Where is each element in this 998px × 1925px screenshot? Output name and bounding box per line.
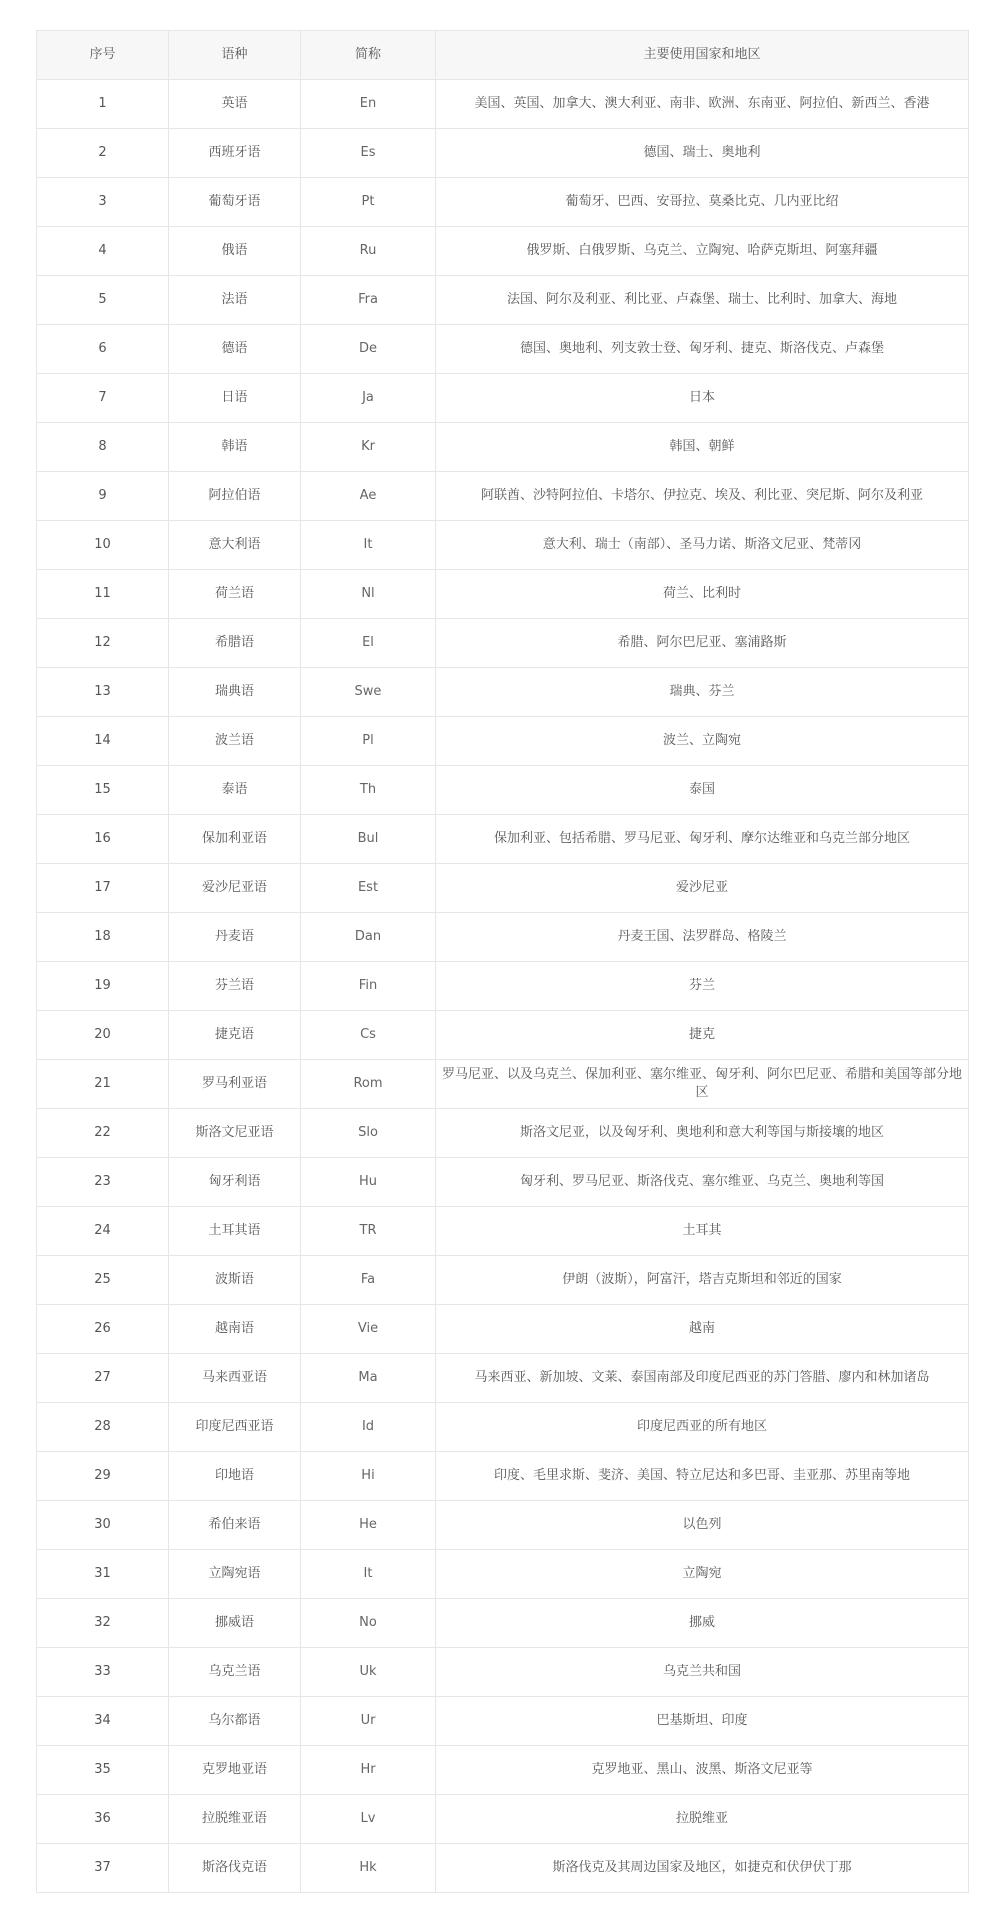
cell-index: 10 (37, 521, 169, 570)
table-row (37, 913, 969, 962)
cell-regions: 韩国、朝鲜 (436, 423, 969, 472)
table-row (37, 521, 969, 570)
cell-index: 24 (37, 1207, 169, 1256)
table-row (37, 129, 969, 178)
cell-regions: 丹麦王国、法罗群岛、格陵兰 (436, 913, 969, 962)
cell-regions: 挪威 (436, 1599, 969, 1648)
table-row (37, 1452, 969, 1501)
table-row (37, 1207, 969, 1256)
cell-regions: 阿联酋、沙特阿拉伯、卡塔尔、伊拉克、埃及、利比亚、突尼斯、阿尔及利亚 (436, 472, 969, 521)
table-row (37, 1746, 969, 1795)
cell-abbr: TR (301, 1207, 436, 1256)
cell-language: 拉脱维亚语 (169, 1795, 301, 1844)
table-row (37, 276, 969, 325)
cell-language: 越南语 (169, 1305, 301, 1354)
cell-language: 捷克语 (169, 1011, 301, 1060)
table-body (37, 80, 969, 1893)
cell-language: 斯洛文尼亚语 (169, 1109, 301, 1158)
cell-index: 20 (37, 1011, 169, 1060)
cell-regions: 拉脱维亚 (436, 1795, 969, 1844)
table-row (37, 1648, 969, 1697)
cell-language: 法语 (169, 276, 301, 325)
cell-language: 罗马利亚语 (169, 1060, 301, 1109)
cell-language: 丹麦语 (169, 913, 301, 962)
cell-abbr: Vie (301, 1305, 436, 1354)
table-row (37, 864, 969, 913)
table-row (37, 423, 969, 472)
cell-abbr: Th (301, 766, 436, 815)
cell-regions: 土耳其 (436, 1207, 969, 1256)
cell-abbr: Uk (301, 1648, 436, 1697)
cell-index: 13 (37, 668, 169, 717)
cell-index: 21 (37, 1060, 169, 1109)
cell-regions: 爱沙尼亚 (436, 864, 969, 913)
cell-language: 瑞典语 (169, 668, 301, 717)
cell-language: 英语 (169, 80, 301, 129)
cell-regions: 巴基斯坦、印度 (436, 1697, 969, 1746)
cell-regions: 斯洛文尼亚，以及匈牙利、奥地利和意大利等国与斯接壤的地区 (436, 1109, 969, 1158)
cell-index: 6 (37, 325, 169, 374)
cell-abbr: Dan (301, 913, 436, 962)
table-row (37, 1060, 969, 1109)
cell-language: 斯洛伐克语 (169, 1844, 301, 1893)
header-abbr: 简称 (301, 31, 436, 80)
cell-language: 印地语 (169, 1452, 301, 1501)
cell-language: 波兰语 (169, 717, 301, 766)
table-row (37, 962, 969, 1011)
cell-regions: 美国、英国、加拿大、澳大利亚、南非、欧洲、东南亚、阿拉伯、新西兰、香港 (436, 80, 969, 129)
cell-index: 11 (37, 570, 169, 619)
cell-index: 19 (37, 962, 169, 1011)
cell-language: 俄语 (169, 227, 301, 276)
cell-index: 25 (37, 1256, 169, 1305)
table-row (37, 1305, 969, 1354)
language-table (36, 30, 969, 1893)
table-row (37, 1599, 969, 1648)
cell-index: 18 (37, 913, 169, 962)
cell-language: 荷兰语 (169, 570, 301, 619)
cell-language: 希伯来语 (169, 1501, 301, 1550)
cell-abbr: Ur (301, 1697, 436, 1746)
table-row (37, 766, 969, 815)
cell-abbr: Hk (301, 1844, 436, 1893)
cell-abbr: Pl (301, 717, 436, 766)
cell-regions: 俄罗斯、白俄罗斯、乌克兰、立陶宛、哈萨克斯坦、阿塞拜疆 (436, 227, 969, 276)
cell-language: 希腊语 (169, 619, 301, 668)
cell-language: 匈牙利语 (169, 1158, 301, 1207)
cell-regions: 波兰、立陶宛 (436, 717, 969, 766)
cell-index: 3 (37, 178, 169, 227)
cell-index: 29 (37, 1452, 169, 1501)
cell-language: 爱沙尼亚语 (169, 864, 301, 913)
header-row (37, 31, 969, 80)
table-row (37, 717, 969, 766)
cell-regions: 日本 (436, 374, 969, 423)
table-row (37, 570, 969, 619)
cell-abbr: No (301, 1599, 436, 1648)
cell-regions: 意大利、瑞士（南部）、圣马力诺、斯洛文尼亚、梵蒂冈 (436, 521, 969, 570)
table-row (37, 668, 969, 717)
cell-regions: 葡萄牙、巴西、安哥拉、莫桑比克、几内亚比绍 (436, 178, 969, 227)
table-row (37, 1256, 969, 1305)
table-row (37, 80, 969, 129)
header-index: 序号 (37, 31, 169, 80)
cell-index: 36 (37, 1795, 169, 1844)
cell-regions: 捷克 (436, 1011, 969, 1060)
table-row (37, 374, 969, 423)
cell-abbr: Fra (301, 276, 436, 325)
cell-abbr: Ru (301, 227, 436, 276)
cell-index: 5 (37, 276, 169, 325)
cell-abbr: Fa (301, 1256, 436, 1305)
cell-regions: 立陶宛 (436, 1550, 969, 1599)
table-row (37, 472, 969, 521)
table-row (37, 1403, 969, 1452)
cell-abbr: Pt (301, 178, 436, 227)
table-row (37, 1158, 969, 1207)
table-row (37, 1109, 969, 1158)
cell-index: 4 (37, 227, 169, 276)
cell-regions: 瑞典、芬兰 (436, 668, 969, 717)
table-row (37, 1697, 969, 1746)
cell-regions: 泰国 (436, 766, 969, 815)
cell-regions: 荷兰、比利时 (436, 570, 969, 619)
cell-index: 16 (37, 815, 169, 864)
cell-language: 泰语 (169, 766, 301, 815)
cell-language: 韩语 (169, 423, 301, 472)
cell-abbr: Rom (301, 1060, 436, 1109)
cell-language: 葡萄牙语 (169, 178, 301, 227)
cell-abbr: It (301, 521, 436, 570)
cell-index: 22 (37, 1109, 169, 1158)
cell-abbr: Hi (301, 1452, 436, 1501)
cell-regions: 法国、阿尔及利亚、利比亚、卢森堡、瑞士、比利时、加拿大、海地 (436, 276, 969, 325)
cell-language: 德语 (169, 325, 301, 374)
cell-abbr: He (301, 1501, 436, 1550)
table-row (37, 227, 969, 276)
cell-language: 印度尼西亚语 (169, 1403, 301, 1452)
cell-language: 日语 (169, 374, 301, 423)
cell-abbr: Lv (301, 1795, 436, 1844)
cell-language: 意大利语 (169, 521, 301, 570)
cell-index: 27 (37, 1354, 169, 1403)
cell-index: 35 (37, 1746, 169, 1795)
cell-regions: 印度、毛里求斯、斐济、美国、特立尼达和多巴哥、圭亚那、苏里南等地 (436, 1452, 969, 1501)
cell-regions: 马来西亚、新加坡、文莱、泰国南部及印度尼西亚的苏门答腊、廖内和林加诸岛 (436, 1354, 969, 1403)
cell-index: 9 (37, 472, 169, 521)
cell-language: 挪威语 (169, 1599, 301, 1648)
cell-regions: 越南 (436, 1305, 969, 1354)
cell-index: 14 (37, 717, 169, 766)
cell-index: 33 (37, 1648, 169, 1697)
cell-abbr: De (301, 325, 436, 374)
header-regions: 主要使用国家和地区 (436, 31, 969, 80)
cell-index: 2 (37, 129, 169, 178)
cell-language: 波斯语 (169, 1256, 301, 1305)
table-row (37, 1011, 969, 1060)
cell-index: 26 (37, 1305, 169, 1354)
cell-index: 12 (37, 619, 169, 668)
cell-index: 30 (37, 1501, 169, 1550)
cell-regions: 斯洛伐克及其周边国家及地区，如捷克和伏伊伏丁那 (436, 1844, 969, 1893)
header-language: 语种 (169, 31, 301, 80)
table-row (37, 815, 969, 864)
cell-regions: 印度尼西亚的所有地区 (436, 1403, 969, 1452)
cell-language: 西班牙语 (169, 129, 301, 178)
cell-abbr: Nl (301, 570, 436, 619)
table-row (37, 1844, 969, 1893)
cell-regions: 克罗地亚、黑山、波黑、斯洛文尼亚等 (436, 1746, 969, 1795)
cell-abbr: Es (301, 129, 436, 178)
cell-regions: 罗马尼亚、以及乌克兰、保加利亚、塞尔维亚、匈牙利、阿尔巴尼亚、希腊和美国等部分地区 (436, 1060, 969, 1109)
cell-language: 保加利亚语 (169, 815, 301, 864)
cell-index: 37 (37, 1844, 169, 1893)
cell-language: 阿拉伯语 (169, 472, 301, 521)
cell-regions: 匈牙利、罗马尼亚、斯洛伐克、塞尔维亚、乌克兰、奥地利等国 (436, 1158, 969, 1207)
table-row (37, 1550, 969, 1599)
cell-language: 克罗地亚语 (169, 1746, 301, 1795)
table-row (37, 325, 969, 374)
cell-abbr: Bul (301, 815, 436, 864)
cell-regions: 乌克兰共和国 (436, 1648, 969, 1697)
cell-regions: 以色列 (436, 1501, 969, 1550)
cell-abbr: Fin (301, 962, 436, 1011)
cell-index: 7 (37, 374, 169, 423)
cell-language: 芬兰语 (169, 962, 301, 1011)
table-row (37, 178, 969, 227)
cell-abbr: Ae (301, 472, 436, 521)
cell-abbr: El (301, 619, 436, 668)
cell-regions: 保加利亚、包括希腊、罗马尼亚、匈牙利、摩尔达维亚和乌克兰部分地区 (436, 815, 969, 864)
table-row (37, 1501, 969, 1550)
cell-index: 23 (37, 1158, 169, 1207)
table-row (37, 1795, 969, 1844)
cell-language: 立陶宛语 (169, 1550, 301, 1599)
cell-language: 乌尔都语 (169, 1697, 301, 1746)
cell-index: 31 (37, 1550, 169, 1599)
cell-abbr: Hu (301, 1158, 436, 1207)
cell-abbr: Swe (301, 668, 436, 717)
cell-index: 15 (37, 766, 169, 815)
cell-language: 马来西亚语 (169, 1354, 301, 1403)
cell-index: 32 (37, 1599, 169, 1648)
cell-index: 8 (37, 423, 169, 472)
table-row (37, 1354, 969, 1403)
cell-abbr: Hr (301, 1746, 436, 1795)
cell-abbr: Cs (301, 1011, 436, 1060)
cell-abbr: Kr (301, 423, 436, 472)
cell-regions: 希腊、阿尔巴尼亚、塞浦路斯 (436, 619, 969, 668)
cell-regions: 芬兰 (436, 962, 969, 1011)
cell-abbr: Ma (301, 1354, 436, 1403)
cell-abbr: Slo (301, 1109, 436, 1158)
table-header (37, 31, 969, 80)
cell-regions: 德国、瑞士、奥地利 (436, 129, 969, 178)
cell-abbr: It (301, 1550, 436, 1599)
table-row (37, 619, 969, 668)
cell-abbr: Est (301, 864, 436, 913)
cell-abbr: Id (301, 1403, 436, 1452)
cell-index: 1 (37, 80, 169, 129)
cell-abbr: Ja (301, 374, 436, 423)
cell-index: 34 (37, 1697, 169, 1746)
cell-index: 17 (37, 864, 169, 913)
cell-language: 乌克兰语 (169, 1648, 301, 1697)
cell-regions: 伊朗（波斯），阿富汗，塔吉克斯坦和邻近的国家 (436, 1256, 969, 1305)
cell-abbr: En (301, 80, 436, 129)
cell-regions: 德国、奥地利、列支敦士登、匈牙利、捷克、斯洛伐克、卢森堡 (436, 325, 969, 374)
cell-language: 土耳其语 (169, 1207, 301, 1256)
cell-index: 28 (37, 1403, 169, 1452)
